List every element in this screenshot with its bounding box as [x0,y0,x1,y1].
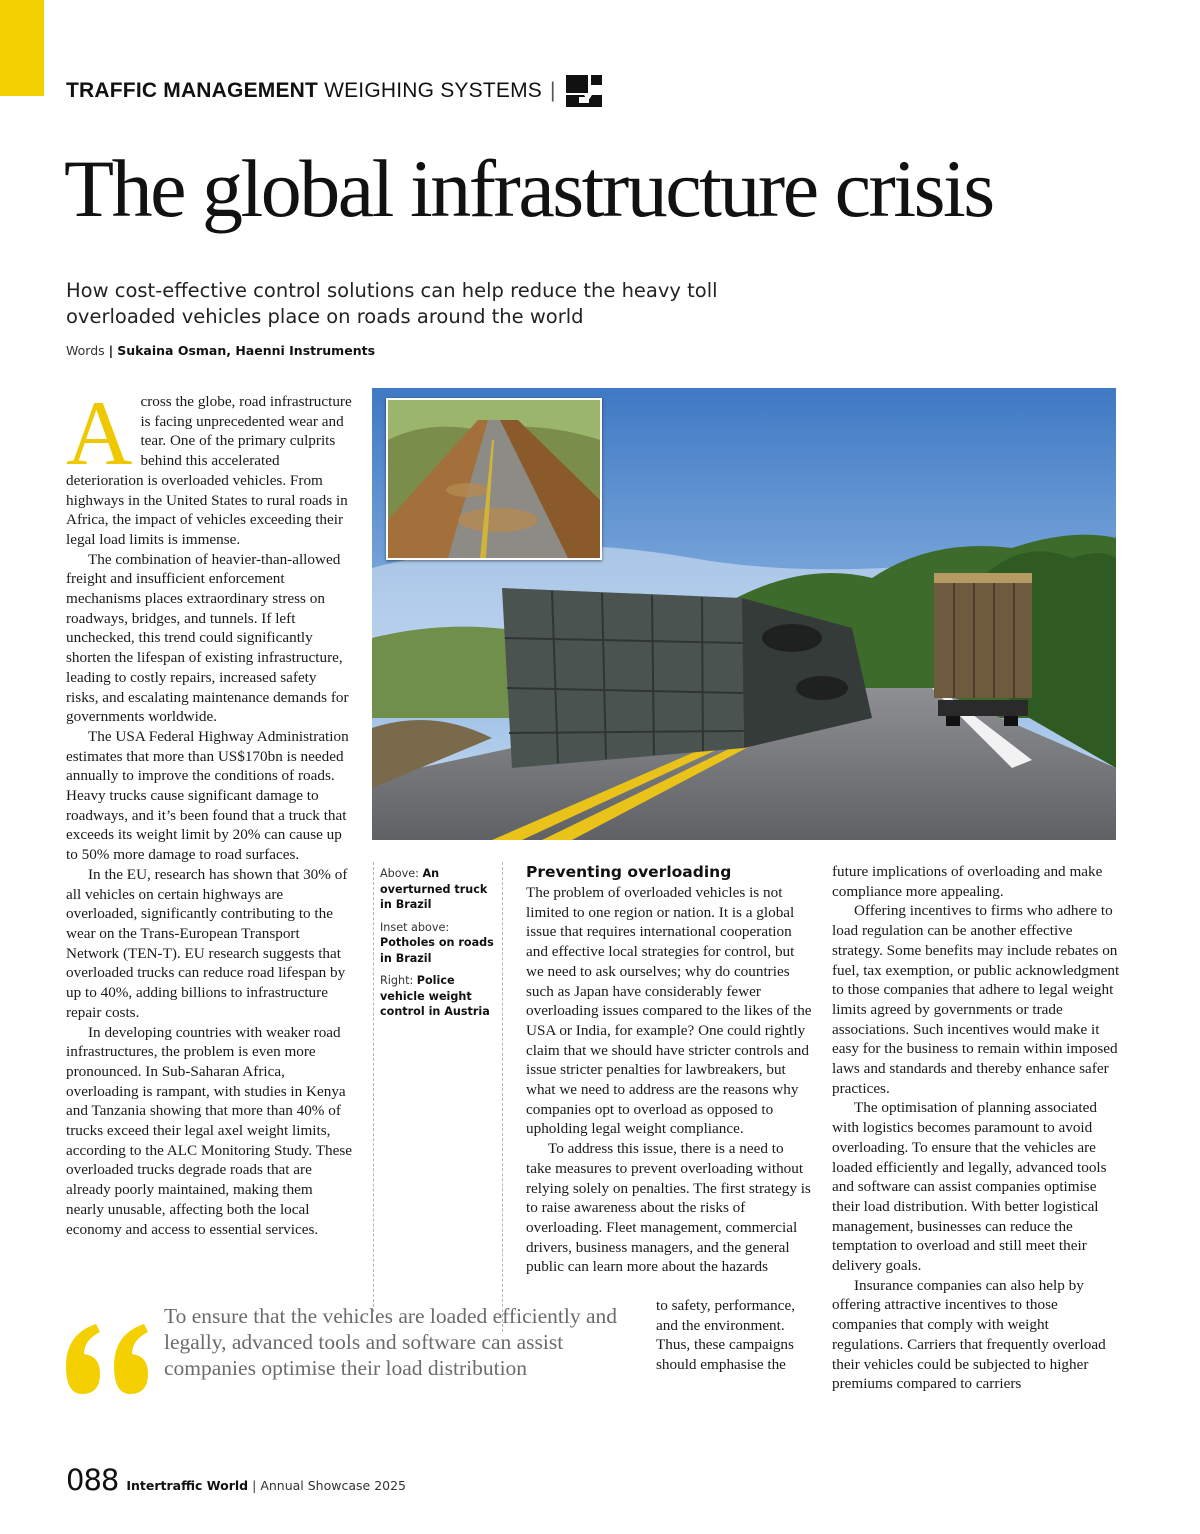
byline-label: Words [66,343,105,358]
paragraph-8: future implications of overloading and make compliance more appealing. [832,863,1103,900]
inset-photo-potholes [386,398,602,560]
body-column-2-continued [656,1296,806,1375]
accent-tab [0,0,44,96]
paragraph-3: The USA Federal Highway Administration estimates that more than US$170bn is needed annually to improve the conditions of roads. Heavy trucks cause significant damage to roadways, and it’s been found that a truck that exceeds its weight limit by 20% can cause up to 50% more damage to road surfaces. [66,727,349,864]
paragraph-6: The problem of overloaded vehicles is not limited to one region or nation. It is a global issue that requires international cooperation and effective local strategies for control, but we need to ask ourselves; why do countries such as Japan have considerably fewer overloading issues compared to the likes of the USA or India, for example? One could rightly claim that we should have stricter controls and issue stricter penalties for lawbreakers, but what we need to address are the reasons why companies opt to overload as opposed to upholding legal weight compliance. [526,884,812,1138]
paragraph-4: In the EU, research has shown that 30% of all vehicles on certain highways are overloaded, significantly contributing to the wear on the Trans-European Transport Network (TEN-T). EU research suggests that overloaded trucks can reduce road lifespan by up to 40%, adding billions to infrastructure repair costs. [66,865,348,1021]
body-column-1 [66,382,352,1239]
paragraph-7-continued: to safety, performance, and the environment. Thus, these campaigns should emphasise the [656,1297,796,1374]
article-title: The global infrastructure crisis [64,143,993,234]
section-header [66,73,604,109]
header-separator: | [549,79,556,102]
pull-quote-text: To ensure that the vehicles are loaded efficiently and legally, advanced tools and software can assist companies optimise their load distribution [164,1304,617,1380]
caption-right: Right: Police vehicle weight control in Austria [380,974,490,1018]
page-footer [66,1463,406,1497]
caption-inset: Inset above: Potholes on roads in Brazil [380,920,494,965]
subsection-label: WEIGHING SYSTEMS [324,79,542,102]
column-rule-right [502,862,503,1332]
paragraph-7: To address this issue, there is a need to take measures to prevent overloading without relying solely on penalties. The first strategy is to raise awareness about the risks of overloading. Fleet management, commercial drivers, business managers, and the general public can learn more about the hazards [526,1140,811,1276]
drop-cap: A [66,382,133,484]
paragraph-1: Across the globe, road infrastructure is facing unprecedented wear and tear. One of the primary culprits behind this accelerated deterioration is overloaded vehicles. From highways in the United States to rural roads in Africa, the impact of vehicles exceeding their legal load limits is immense. [66,382,352,548]
paragraph-10: The optimisation of planning associated with logistics becomes paramount to avoid overloading. To ensure that the vehicles are loaded efficiently and legally, advanced tools and software can assist companies optimise their load distribution. With better logistical management, businesses can reduce the temptation to overload and still meet their delivery goals. [832,1099,1107,1275]
body-column-2 [526,862,812,1277]
byline-separator: | [108,343,114,358]
column-rule-left [373,862,374,1312]
page-number: 088 [66,1463,119,1497]
weighing-logo-icon [564,73,604,109]
standfirst: How cost-effective control solutions can help reduce the heavy toll overloaded vehicles place on roads around the world [66,279,718,328]
pull-quote [78,1303,653,1381]
paragraph-11: Insurance companies can also help by offering attractive incentives to those companies that comply with weight regulations. Carriers that frequently overload their vehicles could be subjected to higher premiums compared to carriers [832,1276,1106,1393]
photo-captions [380,866,500,1027]
body-column-3 [832,862,1122,1394]
byline [66,343,375,358]
paragraph-2: The combination of heavier-than-allowed freight and insufficient enforcement mechanisms places extraordinary stress on roadways, bridges, and tunnels. If left unchecked, this trend could significantly shorten the lifespan of existing infrastructure, leading to costly repairs, increased safety risks, and escalating maintenance demands for governments worldwide. [66,550,349,726]
caption-above: Above: An overturned truck in Brazil [380,867,488,911]
paragraph-5: In developing countries with weaker road infrastructures, the problem is even more pronounced. In Sub-Saharan Africa, overloading is rampant, with studies in Kenya and Tanzania showing that more than 40% of trucks exceed their legal axel weight limits, according to the ALC Monitoring Study. These overloaded trucks degrade roads that are already poorly maintained, making them nearly unusable, affecting both the local economy and access to essential services. [66,1023,352,1238]
publication-info: Intertraffic World | Annual Showcase 2025 [126,1478,407,1493]
byline-author: Sukaina Osman, Haenni Instruments [117,343,376,358]
subheading-preventing-overloading: Preventing overloading [526,863,732,881]
section-label: TRAFFIC MANAGEMENT [66,79,319,102]
paragraph-9: Offering incentives to firms who adhere to load regulation can be another effective strategy. Some benefits may include rebates on fuel, tax exemption, or public acknowledgment to those companies that adhere to legal weight limits agreed by governments or trade associations. Such incentives would make it easy for the business to remain within imposed laws and standards and thereby enhance safer practices. [832,902,1120,1097]
